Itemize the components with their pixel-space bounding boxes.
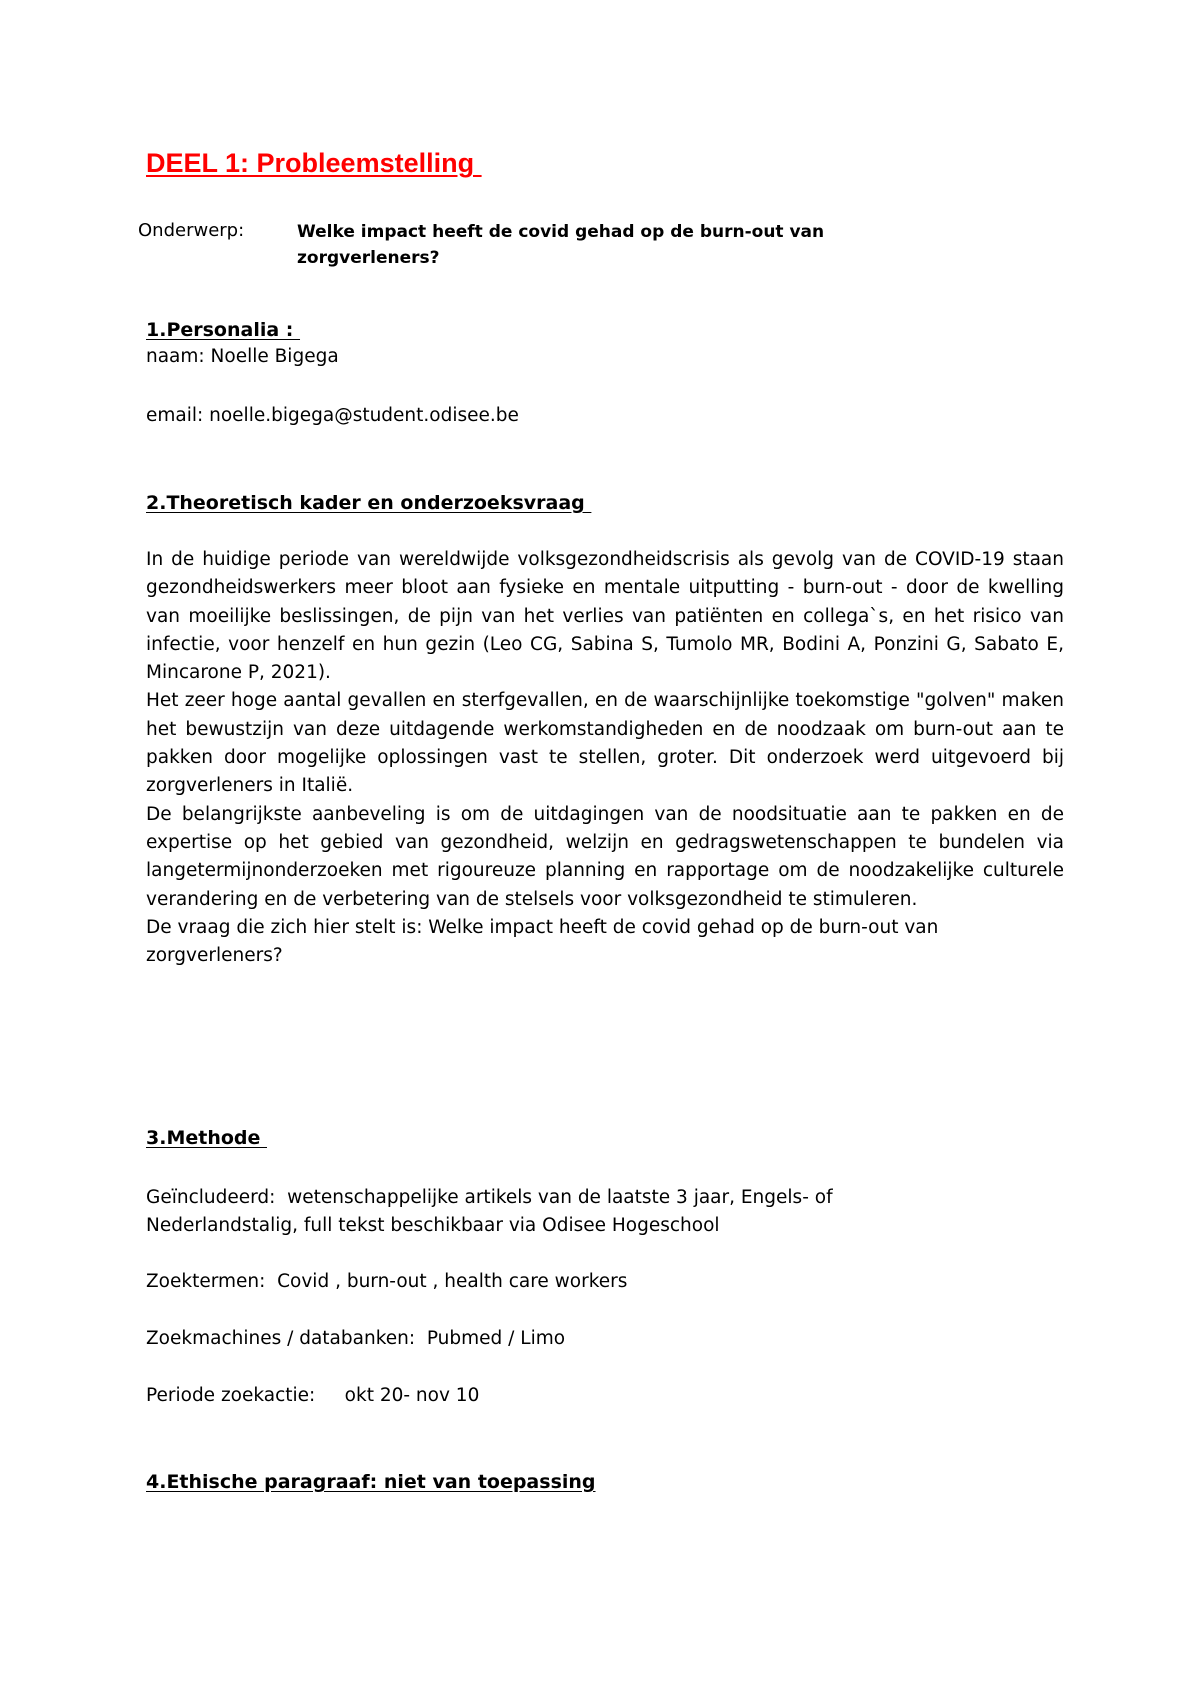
section-heading-method: 3.Methode xyxy=(146,1127,267,1149)
method-search-period: Periode zoekactie: okt 20- nov 10 xyxy=(146,1385,480,1406)
method-search-terms: Zoektermen: Covid , burn-out , health care workers xyxy=(146,1271,628,1292)
section-heading-personalia: 1.Personalia : xyxy=(146,319,301,341)
page-title: DEEL 1: Probleemstelling xyxy=(146,148,482,178)
subject-label: Onderwerp: xyxy=(138,220,245,241)
theory-paragraph: In de huidige periode van wereldwijde volksgezondheidscrisis als gevolg van de COVID-19 staan gezondheidswerkers meer bloot aan fysieke en mentale uitputting - burn-out - door de kwelling van moeilijke beslissingen, de pijn van het verlies van patiënten en collega`s, en het risico van infectie, voor henzelf en hun gezin (Leo CG, Sabina S, Tumolo MR, Bodini A, Ponzini G, Sabato E, Mincarone P, 2021). xyxy=(146,549,1064,684)
personalia-name: naam: Noelle Bigega xyxy=(146,346,339,367)
theory-paragraph: Het zeer hoge aantal gevallen en sterfgevallen, en de waarschijnlijke toekomstige "golven" maken het bewustzijn van deze uitdagende werkomstandigheden en de noodzaak om burn-out aan te pakken door mogelijke oplossingen vast te stellen, groter. Dit onderzoek werd uitgevoerd bij zorgverleners in Italië. xyxy=(146,690,1064,797)
theory-paragraph: De belangrijkste aanbeveling is om de uitdagingen van de noodsituatie aan te pakken en de expertise op het gebied van gezondheid, welzijn en gedragswetenschappen te bundelen via langetermijnonderzoeken met rigoureuze planning en rapportage om de noodzakelijke culturele verandering en de verbetering van de stelsels voor volksgezondheid te stimuleren. xyxy=(146,803,1064,910)
section-heading-theory: 2.Theoretisch kader en onderzoeksvraag xyxy=(146,492,592,514)
method-included-line-1: Geïncludeerd: wetenschappelijke artikels van de laatste 3 jaar, Engels- of xyxy=(146,1187,833,1208)
research-question: De vraag die zich hier stelt is: Welke impact heeft de covid gehad op de burn-out van zorgverleners? xyxy=(146,916,939,967)
section-heading-ethics: 4.Ethische paragraaf: niet van toepassing xyxy=(146,1471,596,1493)
method-search-engines: Zoekmachines / databanken: Pubmed / Limo xyxy=(146,1328,566,1349)
subject-question: Welke impact heeft de covid gehad op de burn-out van zorgverleners? xyxy=(297,222,825,268)
personalia-email: email: noelle.bigega@student.odisee.be xyxy=(146,405,519,426)
method-included-line-2: Nederlandstalig, full tekst beschikbaar via Odisee Hogeschool xyxy=(146,1215,720,1236)
theory-body xyxy=(146,546,1064,970)
